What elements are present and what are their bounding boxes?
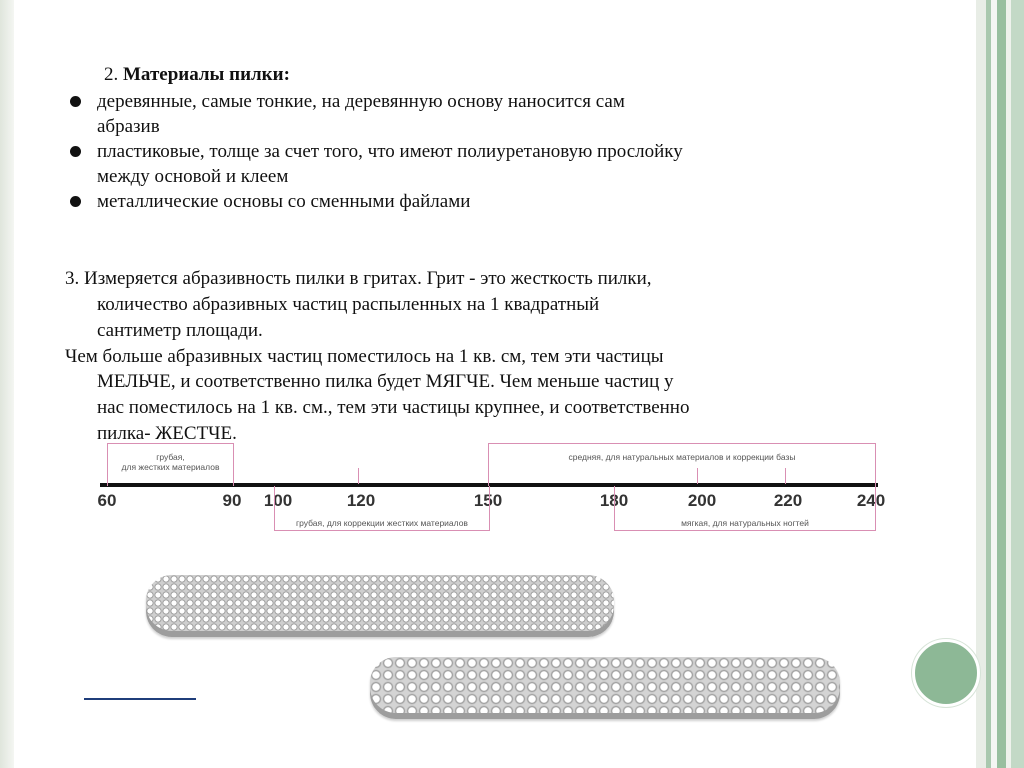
scale-tick-label: 240 bbox=[856, 491, 886, 510]
list-item-line: абразив bbox=[97, 116, 160, 137]
list-item-line: деревянные, самые тонкие, на деревянную основу наносится сам bbox=[97, 91, 625, 112]
bullet-icon bbox=[70, 196, 81, 207]
underline-divider bbox=[84, 698, 196, 700]
list-item-line: металлические основы со сменными файлами bbox=[97, 191, 471, 212]
bullet-icon bbox=[70, 96, 81, 107]
scale-tick-label: 90 bbox=[222, 491, 242, 510]
slide-left-edge bbox=[0, 0, 14, 768]
nail-file-coarse-image bbox=[370, 657, 840, 719]
scale-tick-label: 180 bbox=[599, 491, 629, 510]
scale-tick-label: 200 bbox=[687, 491, 717, 510]
caption-line: грубая, bbox=[156, 452, 185, 462]
paragraph-line: пилка- ЖЕСТЧЕ. bbox=[97, 423, 237, 444]
decor-circle-icon bbox=[912, 639, 980, 707]
grit-range-medium bbox=[488, 443, 876, 486]
scale-tick-label: 100 bbox=[263, 491, 293, 510]
grit-range-caption: грубая, для коррекции жестких материалов bbox=[296, 518, 468, 528]
section2-heading bbox=[104, 62, 290, 87]
decor-stripe bbox=[976, 0, 986, 768]
grit-range-caption bbox=[107, 452, 234, 472]
bullet-icon bbox=[70, 146, 81, 157]
list-item-line: между основой и клеем bbox=[97, 166, 289, 187]
paragraph-line: Чем больше абразивных частиц поместилось на 1 кв. см, тем эти частицы bbox=[65, 346, 664, 367]
nail-file-fine-image bbox=[146, 575, 614, 637]
section3-line: 3. Измеряется абразивность пилки в гритах. Грит - это жесткость пилки, bbox=[65, 268, 652, 289]
scale-tick-label: 60 bbox=[97, 491, 117, 510]
section2-number: 2. bbox=[104, 64, 119, 85]
section3-line: сантиметр площади. bbox=[97, 320, 263, 341]
section2-title: Материалы пилки: bbox=[123, 64, 290, 85]
list-item-line: пластиковые, толще за счет того, что имеют полиуретановую прослойку bbox=[97, 141, 683, 162]
paragraph-line: МЕЛЬЧЕ, и соответственно пилка будет МЯГЧЕ. Чем меньше частиц у bbox=[97, 371, 674, 392]
section3-line: количество абразивных частиц распыленных на 1 квадратный bbox=[97, 294, 600, 315]
decor-stripe bbox=[997, 0, 1006, 768]
scale-tick-label: 150 bbox=[473, 491, 503, 510]
paragraph-line: нас поместилось на 1 кв. см., тем эти частицы крупнее, и соответственно bbox=[97, 397, 690, 418]
scale-tick-label: 120 bbox=[346, 491, 376, 510]
grit-range-caption: мягкая, для натуральных ногтей bbox=[681, 518, 809, 528]
decor-stripe bbox=[1011, 0, 1024, 768]
grit-range-caption: средняя, для натуральных материалов и коррекции базы bbox=[568, 452, 796, 462]
tick-marker bbox=[358, 468, 359, 484]
caption-line: для жестких материалов bbox=[121, 462, 220, 472]
scale-tick-label: 220 bbox=[773, 491, 803, 510]
